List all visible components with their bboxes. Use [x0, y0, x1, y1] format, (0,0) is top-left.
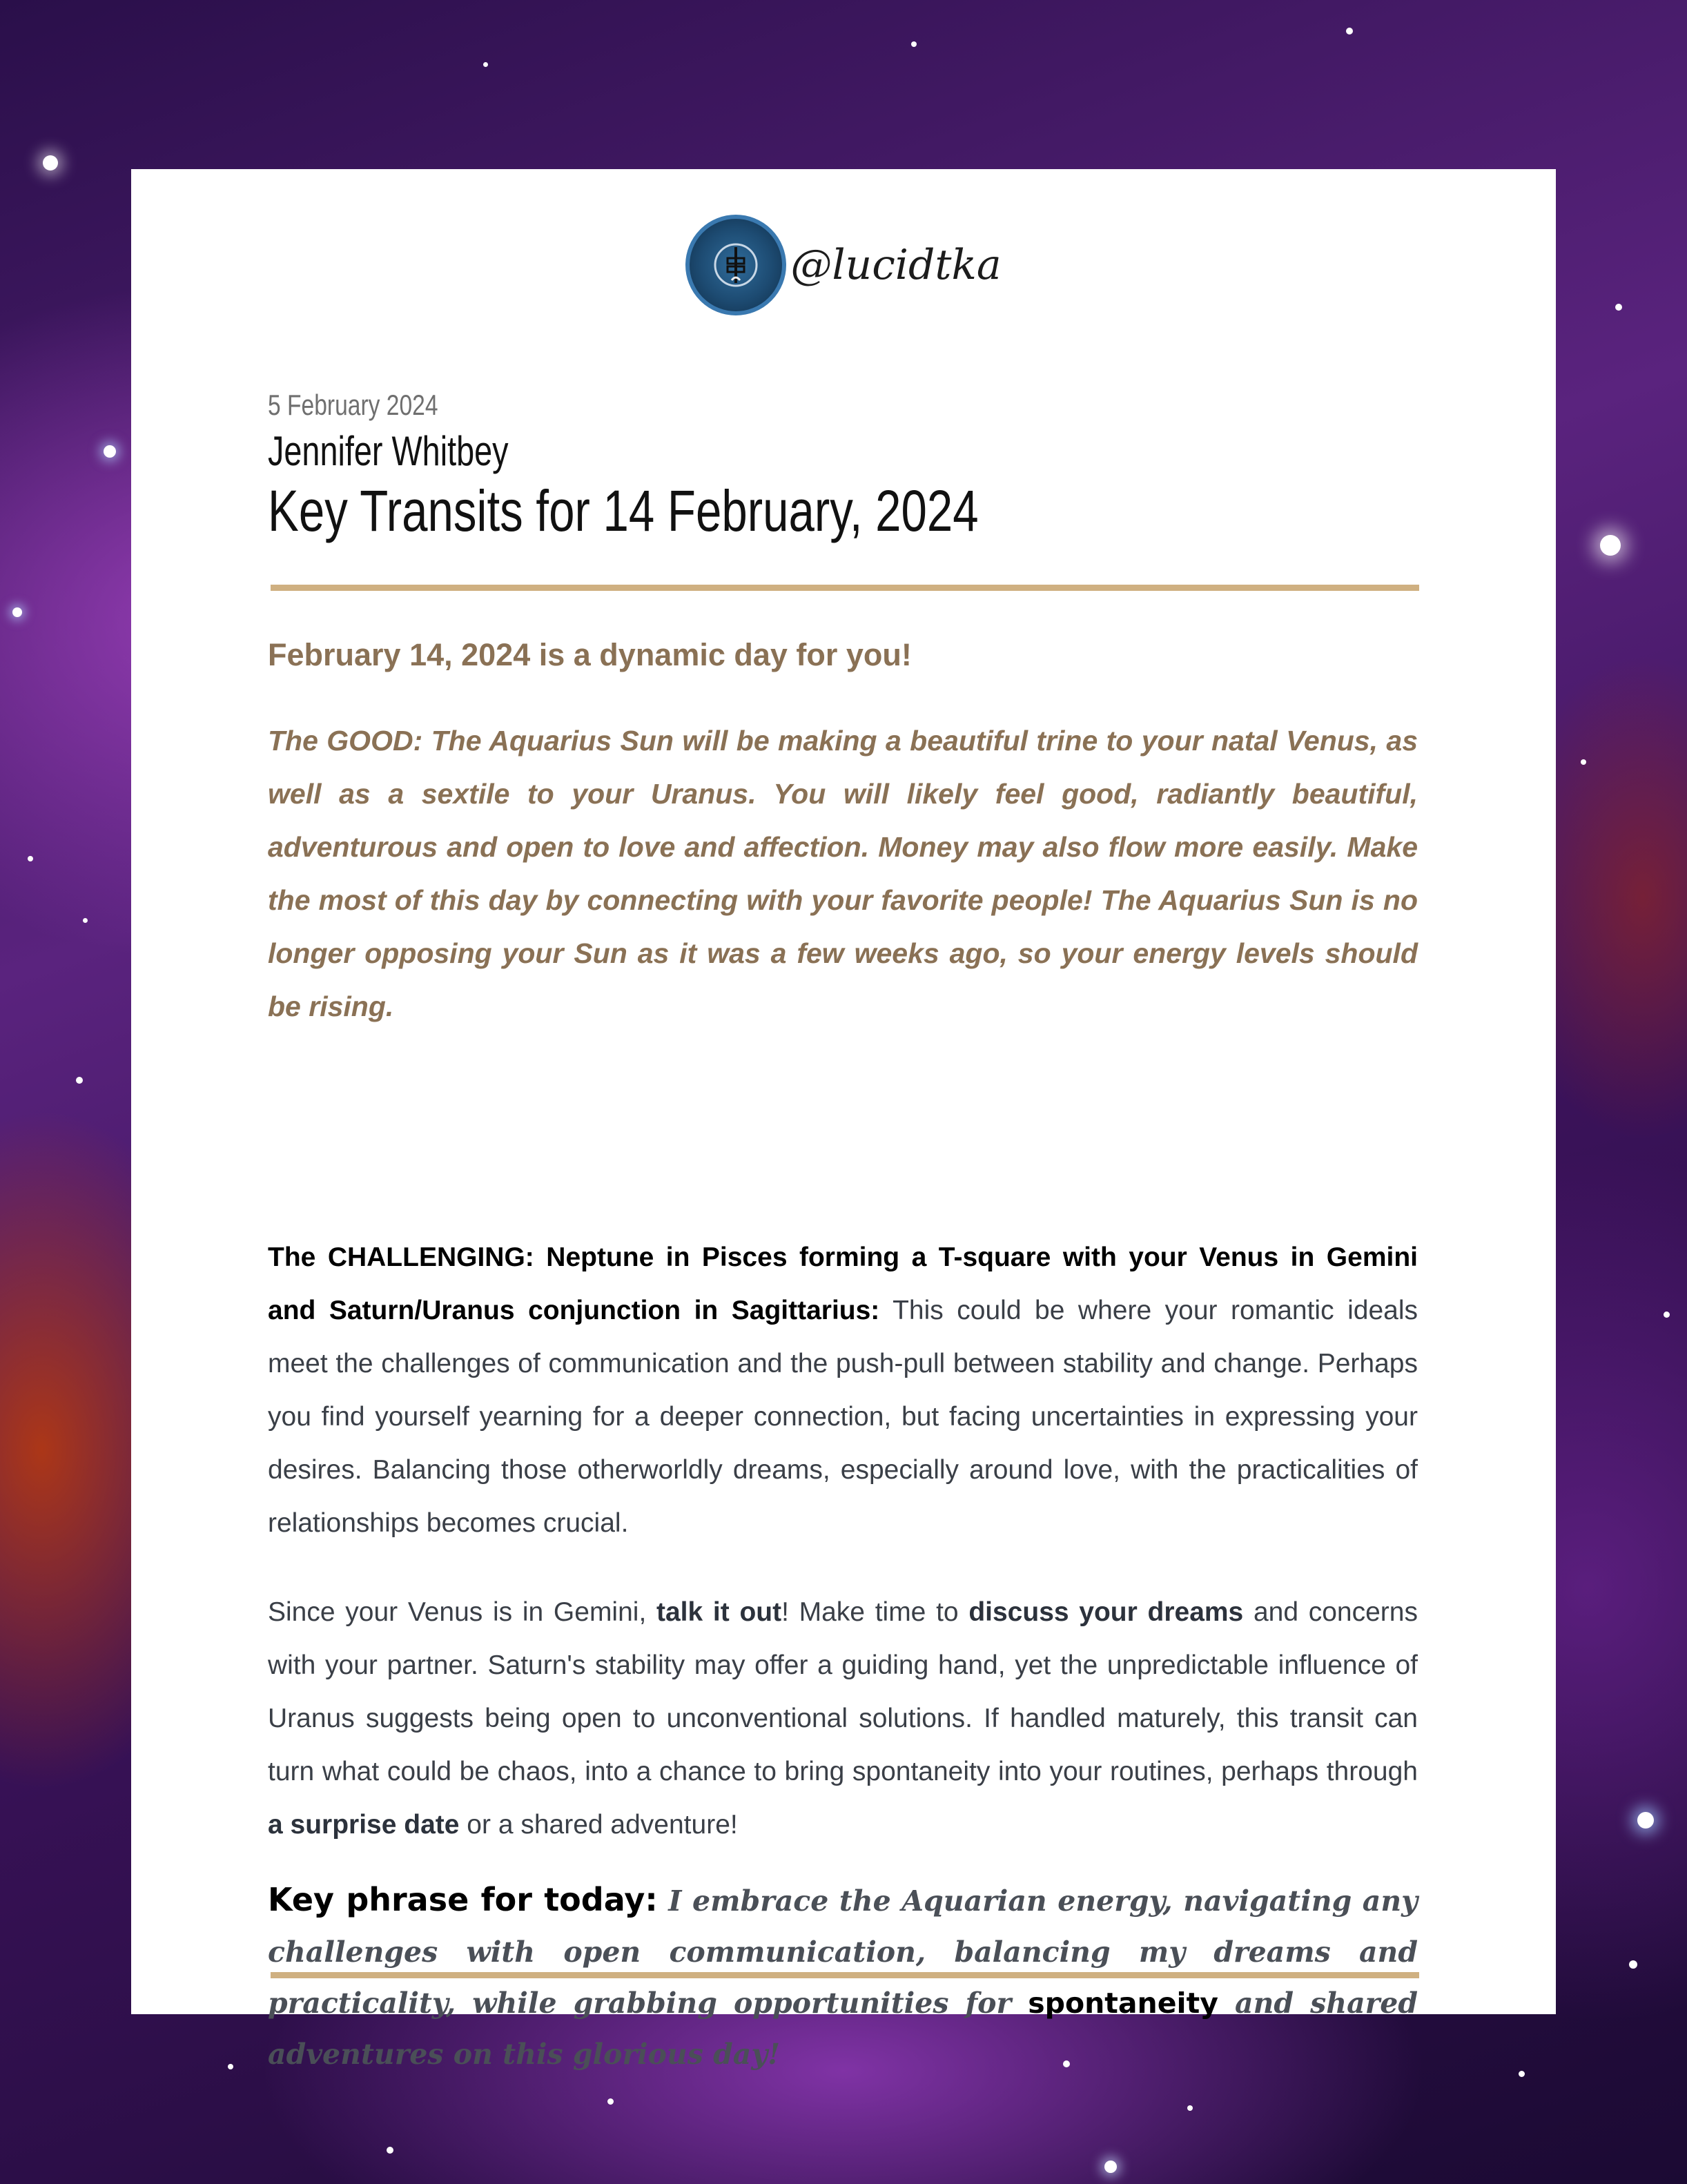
advice-text: and concerns with your partner. Saturn's stability may offer a guiding hand, yet the unpredictable influence of Uranus suggests being open to unconventional solutions. If handled maturely, this transit can turn what could be chaos, into a chance to bring spontaneity into your routines, perhaps through: [268, 1597, 1418, 1786]
star: [1519, 2071, 1525, 2077]
star: [76, 1077, 83, 1084]
article-meta: [268, 389, 1156, 545]
star: [1581, 759, 1586, 765]
star: [1615, 304, 1622, 311]
key-phrase-text: and shared adventures on this glorious day!: [268, 1987, 1418, 2071]
star: [607, 2098, 614, 2105]
star: [1104, 2161, 1117, 2173]
brand-header: [131, 215, 1556, 315]
glyph-icon: [708, 237, 763, 293]
top-divider: [271, 585, 1419, 591]
star: [28, 856, 33, 861]
key-phrase-label: Key phrase for today:: [268, 1881, 658, 1918]
publish-date: 5 February 2024: [268, 389, 438, 421]
star: [1629, 1960, 1637, 1969]
advice-emphasis: talk it out: [656, 1597, 782, 1627]
page-title: Key Transits for 14 February, 2024: [268, 478, 979, 543]
article-card: [131, 169, 1556, 2071]
advice-paragraph: [268, 1586, 1418, 1851]
star: [83, 918, 88, 923]
advice-emphasis: a surprise date: [268, 1810, 460, 1840]
star: [1187, 2105, 1193, 2111]
intro-heading: February 14, 2024 is a dynamic day for you!: [268, 637, 912, 672]
brand-handle: @lucidtka: [790, 241, 1002, 289]
challenging-lead: The CHALLENGING: Neptune in Pisces forming a T-square with your Venus in Gemini and Saturn/Uranus conjunction in Sagittarius:: [268, 1242, 1418, 1325]
advice-text: Since your Venus is in Gemini,: [268, 1597, 656, 1627]
star: [1637, 1812, 1654, 1829]
star: [228, 2064, 233, 2069]
star: [483, 62, 488, 67]
star: [1664, 1312, 1670, 1318]
star: [104, 445, 116, 458]
star: [43, 155, 58, 170]
bottom-divider: [271, 1972, 1419, 1978]
star: [911, 41, 917, 47]
author-name: Jennifer Whitbey: [268, 428, 509, 474]
star: [387, 2147, 393, 2154]
advice-text: or a shared adventure!: [459, 1810, 738, 1840]
challenging-paragraph: [268, 1231, 1418, 1550]
star: [1600, 535, 1621, 556]
key-phrase-text: I embrace the Aquarian energy, navigating any challenges with open communication, balancing my dreams and practicality, while grabbing opportunities for: [268, 1884, 1418, 2020]
star: [12, 607, 22, 617]
challenging-body: This could be where your romantic ideals meet the challenges of communication and the push-pull between stability and change. Perhaps you find yourself yearning for a deeper connection, but facing uncertainties in expressing your desires. Balancing those otherworldly dreams, especially around love, with the practicalities of relationships becomes crucial.: [268, 1296, 1418, 1538]
star: [1346, 28, 1353, 35]
advice-text: ! Make time to: [781, 1597, 969, 1627]
good-paragraph: The GOOD: The Aquarius Sun will be making a beautiful trine to your natal Venus, as well as a sextile to your Uranus. You will likely feel good, radiantly beautiful, adventurous and open to love and affection. Money may also flow more easily. Make the most of this day by connecting with your favorite people! The Aquarius Sun is no longer opposing your Sun as it was a few weeks ago, so your energy levels should be rising.: [268, 725, 1418, 1022]
advice-emphasis: discuss your dreams: [968, 1597, 1244, 1627]
key-phrase-highlight: spontaneity: [1028, 1987, 1218, 2020]
lucidtka-logo-icon: [685, 215, 786, 315]
